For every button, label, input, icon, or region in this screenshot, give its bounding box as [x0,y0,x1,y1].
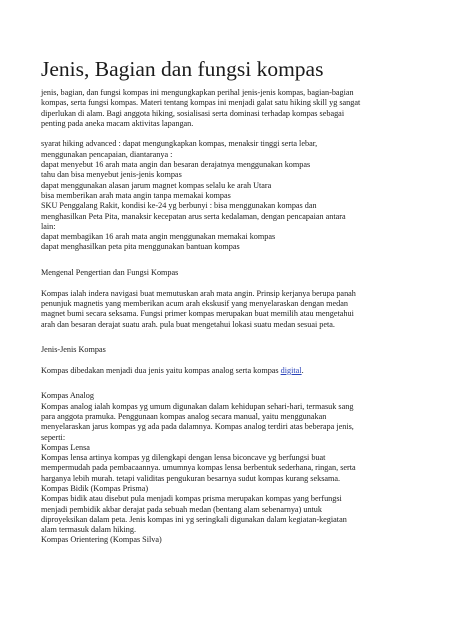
text-line: para anggota pramuka. Penggunaan kompas analog secara manual, yaitu menggunakan [41,411,327,421]
text-line: penunjuk magnetis yang memberikan acum arah ekskusif yang menyelaraskan dengan medan [41,298,348,308]
text-line: mempermudah pada pembacaannya. umumnya kompas lensa berbentuk sederhana, ringan, serta [41,463,356,473]
text-line: dapat menyebut 16 arah mata angin dan besaran derajatnya menggunakan kompas [41,160,311,170]
syarat-paragraph [41,139,441,252]
text-line: arah dan besaran derajat suatu arah. pula buat mengetahui lokasi suatu medan sesuai peta. [41,319,335,329]
jenis-end-text: . [301,365,304,375]
text-line: menjadi pembidik akbar derajat pada sebuah medan (bentang alam sebenarnya) untuk [41,504,322,514]
heading-lensa: Kompas Lensa [41,442,90,452]
text-line: diperlukan di alam. Bagi anggota hiking, sosialisasi serta dominasi terhadap kompas sebagai [41,108,345,118]
analog-paragraph [41,402,441,443]
text-line: magnet bumi secara seksama. Fungsi primer kompas merupakan buat memilih atau mengetahui [41,309,354,319]
text-line: bisa memberikan arah mata angin tanpa memakai kompas [41,190,231,200]
text-line: Kompas ialah indera navigasi buat memutuskan arah mata angin. Prinsip kerjanya berupa panah [41,288,356,298]
heading-jenis: Jenis-Jenis Kompas [41,345,106,355]
digital-link[interactable]: digital [280,365,302,375]
heading-bidik: Kompas Bidik (Kompas Prisma) [41,483,149,493]
text-line: Kompas bidik atau disebut pula menjadi kompas prisma merupakan kompas yang berfungsi [41,494,342,504]
text-line: Kompas analog ialah kompas yg umum digunakan dalam kehidupan sehari-hari, termasuk sang [41,401,354,411]
lensa-paragraph [41,453,441,484]
intro-paragraph [41,88,441,129]
text-line: dapat membagikan 16 arah mata angin menggunakan memakai kompas [41,232,276,242]
jenis-intro-line [41,366,441,376]
text-line: harganya lebih murah. tetapi validitas pengukuran besarnya sudut kompas kurang seksama. [41,473,341,483]
text-line: Kompas lensa artinya kompas yg dilengkapi dengan lensa biconcave yg berfungsi buat [41,453,326,463]
bidik-paragraph [41,494,441,535]
text-line: lain: [41,221,56,231]
document-title: Jenis, Bagian dan fungsi kompas [41,57,324,81]
pengertian-paragraph [41,289,441,330]
text-line: diproyeksikan dalam peta. Jenis kompas ini yg seringkali digunakan dalam kegiatan-kegiatan [41,514,347,524]
heading-analog: Kompas Analog [41,391,94,401]
text-line: menggunakan pencapaian, diantaranya : [41,149,173,159]
text-line: menyelaraskan jarus kompas yg ada pada dalamnya. Kompas analog terdiri atas beberapa jenis, [41,422,354,432]
text-line: syarat hiking advanced : dapat mengungkapkan kompas, menaksir tinggi serta lebar, [41,139,318,149]
heading-pengertian: Mengenal Pengertian dan Fungsi Kompas [41,268,179,278]
document-body [41,88,441,546]
text-line: SKU Penggalang Rakit, kondisi ke-24 yg berbunyi : bisa menggunakan kompas dan [41,201,317,211]
text-line: tahu dan bisa menyebut jenis-jenis kompas [41,170,182,180]
text-line: penting pada aneka macam aktivitas lapangan. [41,118,194,128]
text-line: kompas, serta fungsi kompas. Materi tentang kompas ini menjadi galat satu hiking skill yg sangat [41,98,361,108]
text-line: dapat menggunakan alasan jarum magnet kompas selalu ke arah Utara [41,180,272,190]
text-line: seperti: [41,432,66,442]
text-line: menghasilkan Peta Pita, manaksir kecepatan arus serta kedalaman, dengan pencapaian antara [41,211,346,221]
text-line: dapat menghasilkan peta pita menggunakan bantuan kompas [41,242,240,252]
heading-orientering: Kompas Orientering (Kompas Silva) [41,535,162,545]
jenis-intro-text: Kompas dibedakan menjadi dua jenis yaitu kompas analog serta kompas [41,365,281,375]
text-line: jenis, bagian, dan fungsi kompas ini mengungkapkan perihal jenis-jenis kompas, bagian-bagian [41,88,354,97]
text-line: alam termasuk dalam hiking. [41,525,137,535]
